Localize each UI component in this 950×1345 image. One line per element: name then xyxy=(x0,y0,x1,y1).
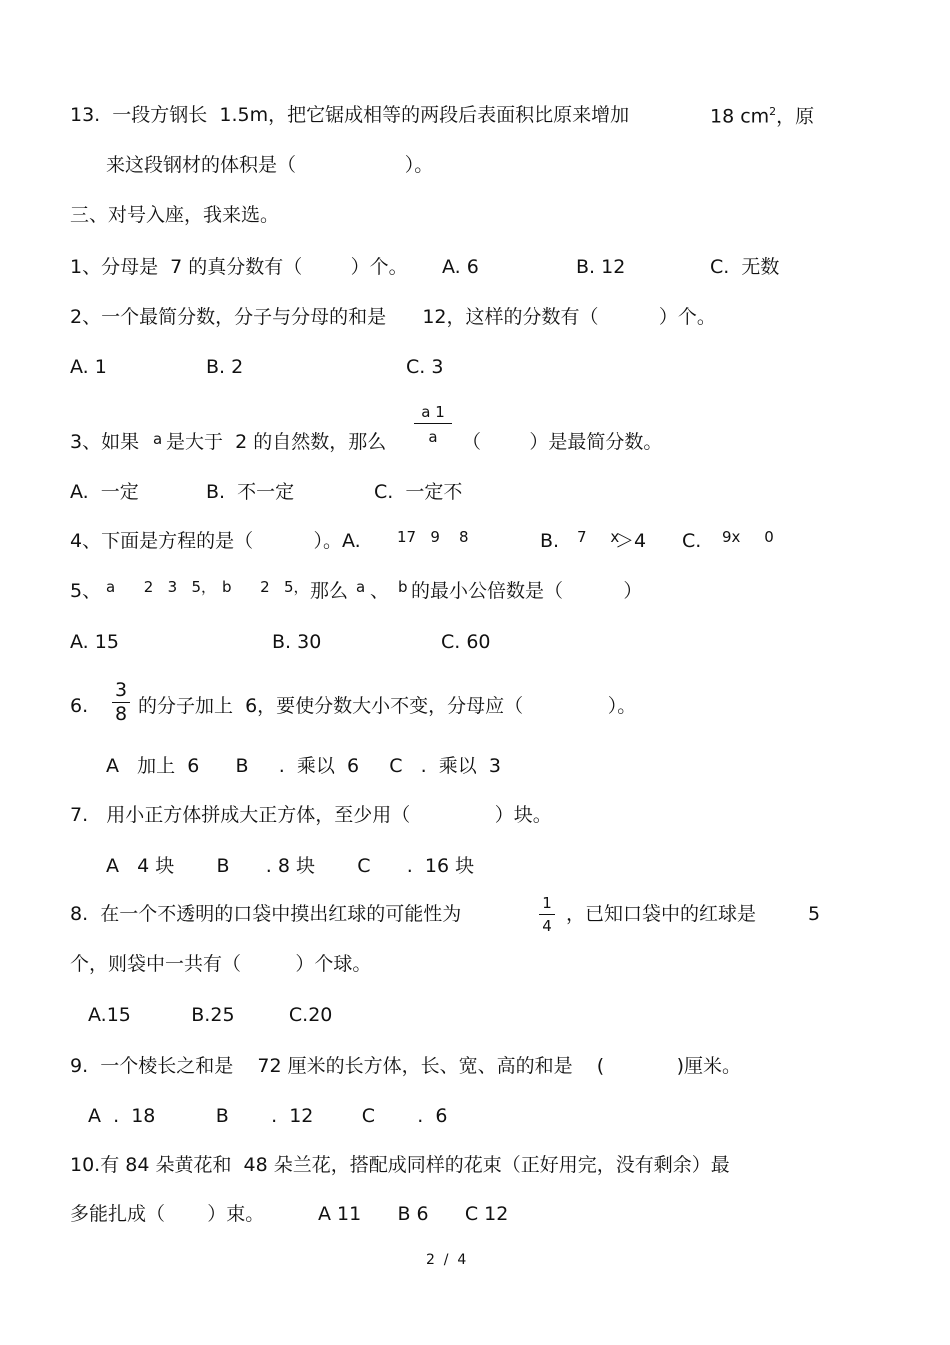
q6-options: A 加上 6 B . 乘以 6 C . 乘以 3 xyxy=(106,755,501,777)
q9-stem: 9. 一个棱长之和是 72 厘米的长方体，长、宽、高的和是 ( )厘米。 xyxy=(70,1055,742,1077)
q13-value-text: 18 cm xyxy=(710,105,770,128)
q3-lead: 3、如果 xyxy=(70,431,140,453)
q5-option-c: C. 60 xyxy=(441,631,491,653)
q9-options: A . 18 B . 12 C . 6 xyxy=(88,1105,448,1127)
q13-superscript: 2 xyxy=(769,105,777,118)
q4-stem: 4、下面是方程的是（ ）。A. xyxy=(70,530,361,552)
q5-var-a: a xyxy=(356,578,366,596)
q8-frac-num: 1 xyxy=(542,894,552,912)
q3-frac-num: a 1 xyxy=(421,403,445,421)
q3-option-b: B. 不一定 xyxy=(206,481,295,503)
q3-fraction xyxy=(414,405,452,445)
q3-tail: （ ）是最简分数。 xyxy=(462,431,663,453)
q6-number: 6. xyxy=(70,695,89,717)
q4-option-a-expr: 17 9 8 xyxy=(397,528,469,546)
q13-value xyxy=(710,106,814,126)
q5-option-a: A. 15 xyxy=(70,631,119,653)
q5-separator: 、 xyxy=(370,580,390,602)
q13-line1: 13. 一段方钢长 1.5m，把它锯成相等的两段后表面积比原来增加 xyxy=(70,104,630,126)
q1-option-b: B. 12 xyxy=(576,256,626,278)
q10-options: A 11 B 6 C 12 xyxy=(318,1203,509,1225)
q4-option-b-tail: ＞4 xyxy=(615,530,647,552)
q4-option-c-expr: 9x 0 xyxy=(722,528,774,546)
q8-line2: 个，则袋中一共有（ ）个球。 xyxy=(70,953,372,975)
q7-options: A 4 块 B . 8 块 C . 16 块 xyxy=(106,855,475,877)
q5-tail: 的最小公倍数是（ ） xyxy=(411,580,643,602)
q6-fraction xyxy=(112,681,130,724)
q7-stem: 7. 用小正方体拼成大正方体，至少用（ ）块。 xyxy=(70,804,552,826)
q3-frac-den: a xyxy=(428,428,438,446)
q3-option-c: C. 一定不 xyxy=(374,481,463,503)
q2-option-c: C. 3 xyxy=(406,356,444,378)
q5-option-b: B. 30 xyxy=(272,631,322,653)
q3-mid: 是大于 2 的自然数，那么 xyxy=(166,431,387,453)
q4-option-b-expr: 7 x xyxy=(577,528,620,546)
q13-tail: ，原 xyxy=(776,105,815,128)
q5-lead: 5、 xyxy=(70,580,102,602)
q8-options: A.15 B.25 C.20 xyxy=(88,1004,333,1026)
q4-option-b-label: B. xyxy=(540,530,560,552)
q13-line2: 来这段钢材的体积是（ ）。 xyxy=(106,154,434,176)
q3-option-a: A. 一定 xyxy=(70,481,139,503)
q8-fraction xyxy=(539,896,555,934)
q10-line1: 10.有 84 朵黄花和 48 朵兰花，搭配成同样的花束（正好用完，没有剩余）最 xyxy=(70,1154,730,1176)
q6-stem: 的分子加上 6，要使分数大小不变，分母应（ ）。 xyxy=(138,695,637,717)
q2-option-b: B. 2 xyxy=(206,356,244,378)
q5-mid: 那么 xyxy=(310,580,349,602)
q2-stem: 2、一个最简分数，分子与分母的和是 12，这样的分数有（ ）个。 xyxy=(70,306,716,328)
q5-expr1: a 2 3 5， xyxy=(106,578,217,596)
q6-frac-num: 3 xyxy=(114,679,128,701)
q10-line2: 多能扎成（ ）束。 xyxy=(70,1203,265,1225)
section-title: 三、对号入座，我来选。 xyxy=(70,204,280,226)
q5-var-b: b xyxy=(398,578,408,596)
q4-option-c-label: C. xyxy=(682,530,702,552)
q8-stem: 8. 在一个不透明的口袋中摸出红球的可能性为 xyxy=(70,903,462,925)
q2-option-a: A. 1 xyxy=(70,356,107,378)
q5-expr2: b 2 5， xyxy=(222,578,309,596)
q1-stem: 1、分母是 7 的真分数有（ ）个。 xyxy=(70,256,408,278)
q8-mid: ，已知口袋中的红球是 xyxy=(566,903,757,925)
page-number: 2 / 4 xyxy=(426,1252,467,1268)
q1-option-c: C. 无数 xyxy=(710,256,780,278)
q6-frac-den: 8 xyxy=(114,703,128,725)
q8-frac-den: 4 xyxy=(542,917,552,935)
q1-option-a: A. 6 xyxy=(442,256,479,278)
q8-five: 5 xyxy=(808,903,821,925)
q3-var: a xyxy=(153,430,163,448)
